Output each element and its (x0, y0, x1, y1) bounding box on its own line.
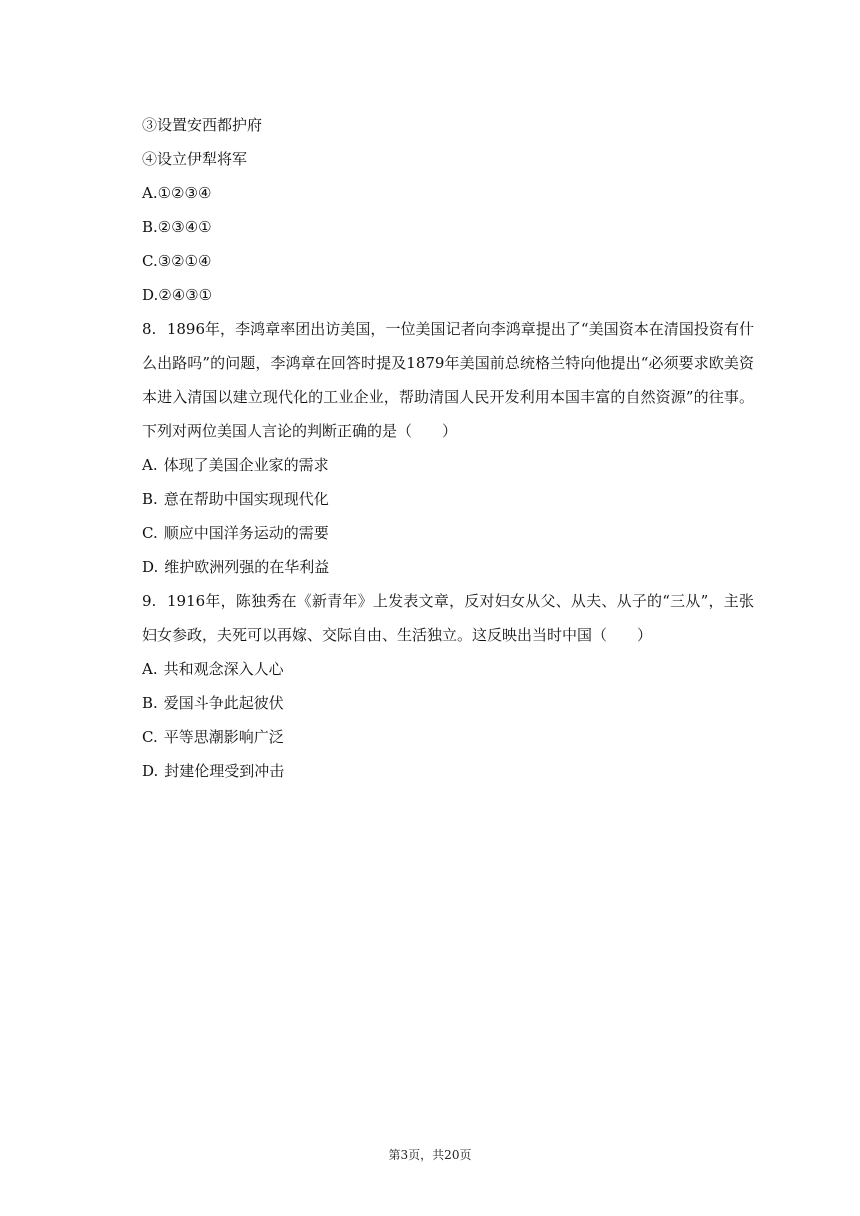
prev-question-options (142, 176, 754, 312)
option-text: 共和观念深入人心 (163, 660, 284, 678)
question-9 (142, 584, 754, 788)
prev-question-items (142, 108, 754, 176)
option-letter: C. (142, 524, 158, 542)
option-b (142, 686, 754, 720)
option-text: 顺应中国洋务运动的需要 (163, 524, 329, 542)
question-stem (142, 312, 754, 448)
option-c (142, 720, 754, 754)
list-item: ③设置安西都护府 (142, 116, 263, 134)
question-number: 8. (142, 320, 157, 338)
option-letter: D. (142, 558, 159, 576)
option-text: 封建伦理受到冲击 (164, 762, 285, 780)
option-letter: A. (142, 660, 158, 678)
option-letter: D. (142, 286, 159, 304)
option-b (142, 482, 754, 516)
option-text: 爱国斗争此起彼伏 (163, 694, 284, 712)
option-a (142, 448, 754, 482)
list-item: ④设立伊犁将军 (142, 150, 248, 168)
option-letter: B. (142, 218, 158, 236)
question-text: 1916年，陈独秀在《新青年》上发表文章，反对妇女从父、从夫、从子的“三从”，主张妇女参政，夫死可以再嫁、交际自由、生活独立。这反映出当时中国（ ） (142, 592, 754, 644)
option-text: 平等思潮影响广泛 (163, 728, 284, 746)
option-letter: B. (142, 694, 158, 712)
question-8 (142, 312, 754, 584)
option-a (142, 652, 754, 686)
option-letter: D. (142, 762, 159, 780)
question-number: 9. (142, 592, 157, 610)
option-c (142, 244, 754, 278)
question-text: 1896年，李鸿章率团出访美国，一位美国记者向李鸿章提出了“美国资本在清国投资有什么出路吗”的问题，李鸿章在回答时提及1879年美国前总统格兰特向他提出“必须要求欧美资本进入清国以建立现代化的工业企业，帮助清国人民开发利用本国丰富的自然资源”的往事。下列对两位美国人言论的判断正确的是（ ） (142, 320, 754, 440)
option-d (142, 754, 754, 788)
option-d (142, 550, 754, 584)
option-text: ②③④① (157, 218, 212, 236)
option-a (142, 176, 754, 210)
option-text: ③②①④ (157, 252, 212, 270)
question-stem (142, 584, 754, 652)
option-b (142, 210, 754, 244)
option-letter: C. (142, 252, 158, 270)
page-footer (0, 1146, 860, 1164)
option-letter: A. (142, 456, 158, 474)
option-d (142, 278, 754, 312)
option-text: ②④③① (158, 286, 213, 304)
option-text: 意在帮助中国实现现代化 (163, 490, 329, 508)
page-number-label: 第3页，共20页 (388, 1148, 472, 1162)
option-text: 体现了美国企业家的需求 (163, 456, 329, 474)
option-letter: A. (142, 184, 158, 202)
exam-content (142, 108, 754, 788)
option-text: ①②③④ (157, 184, 212, 202)
option-letter: B. (142, 490, 158, 508)
option-text: 维护欧洲列强的在华利益 (164, 558, 330, 576)
option-c (142, 516, 754, 550)
option-letter: C. (142, 728, 158, 746)
